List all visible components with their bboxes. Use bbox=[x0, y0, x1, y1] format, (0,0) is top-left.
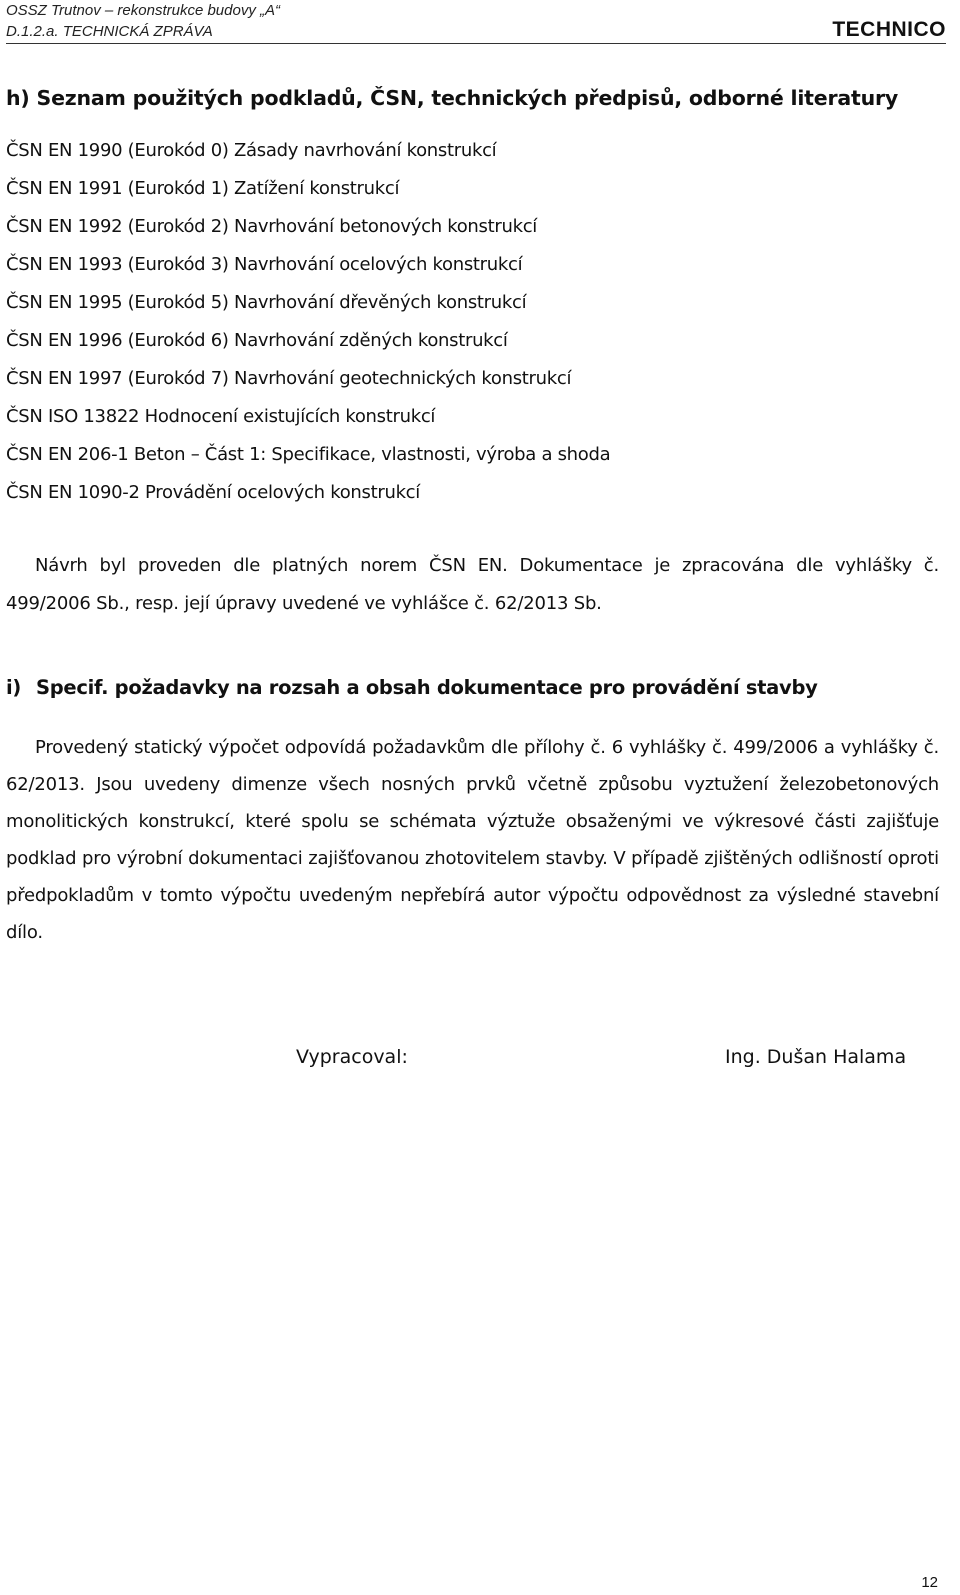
norm-item: ČSN EN 1997 (Eurokód 7) Navrhování geotechnických konstrukcí bbox=[6, 368, 572, 389]
norm-item: ČSN ISO 13822 Hodnocení existujících konstrukcí bbox=[6, 406, 436, 427]
norm-item: ČSN EN 1996 (Eurokód 6) Navrhování zděných konstrukcí bbox=[6, 330, 508, 351]
norm-item: ČSN EN 1992 (Eurokód 2) Navrhování betonových konstrukcí bbox=[6, 216, 537, 237]
section-i-heading bbox=[6, 676, 818, 699]
norm-item: ČSN EN 1991 (Eurokód 1) Zatížení konstrukcí bbox=[6, 178, 400, 199]
documentation-paragraph bbox=[6, 729, 939, 951]
page-number: 12 bbox=[921, 1574, 938, 1591]
design-basis-paragraph bbox=[6, 547, 939, 623]
paragraph-text: Provedený statický výpočet odpovídá požadavkům dle přílohy č. 6 vyhlášky č. 499/2006 a vyhlášky č. 62/2013. Jsou uvedeny dimenze všech nosných prvků včetně způsobu vyztužení železobetonových monolitických konstrukcí, které spolu se schémata výztuže obsaženými ve výkresové části zajišťuje podklad pro výrobní dokumentaci zajišťovanou zhotovitelem stavby. V případě zjištěných odlišností oproti předpokladům v tomto výpočtu uvedeným nepřebírá autor výpočtu odpovědnost za výsledné stavební dílo. bbox=[6, 737, 939, 943]
norm-item: ČSN EN 1993 (Eurokód 3) Navrhování ocelových konstrukcí bbox=[6, 254, 523, 275]
norm-item: ČSN EN 1090-2 Provádění ocelových konstrukcí bbox=[6, 482, 420, 503]
norm-item: ČSN EN 206-1 Beton – Část 1: Specifikace, vlastnosti, výroba a shoda bbox=[6, 444, 611, 465]
signature-label: Vypracoval: bbox=[296, 1046, 408, 1068]
project-title: OSSZ Trutnov – rekonstrukce budovy „A“ bbox=[6, 2, 280, 19]
norms-list bbox=[6, 136, 610, 516]
header-divider bbox=[6, 43, 946, 44]
signature-name: Ing. Dušan Halama bbox=[725, 1046, 907, 1068]
section-number: i) bbox=[6, 676, 21, 699]
section-title: Specif. požadavky na rozsah a obsah dokumentace pro provádění stavby bbox=[36, 676, 818, 699]
page-header bbox=[6, 0, 280, 42]
norm-item: ČSN EN 1995 (Eurokód 5) Navrhování dřevěných konstrukcí bbox=[6, 292, 527, 313]
norm-item: ČSN EN 1990 (Eurokód 0) Zásady navrhování konstrukcí bbox=[6, 140, 497, 161]
paragraph-text: Návrh byl proveden dle platných norem ČSN EN. Dokumentace je zpracována dle vyhlášky č. 499/2006 Sb., resp. její úpravy uvedené ve vyhlášce č. 62/2013 Sb. bbox=[6, 555, 939, 614]
section-h-heading: h) Seznam použitých podkladů, ČSN, technických předpisů, odborné literatury bbox=[6, 86, 899, 110]
company-logo: TECHNICO bbox=[832, 18, 946, 41]
document-title: D.1.2.a. TECHNICKÁ ZPRÁVA bbox=[6, 23, 213, 40]
